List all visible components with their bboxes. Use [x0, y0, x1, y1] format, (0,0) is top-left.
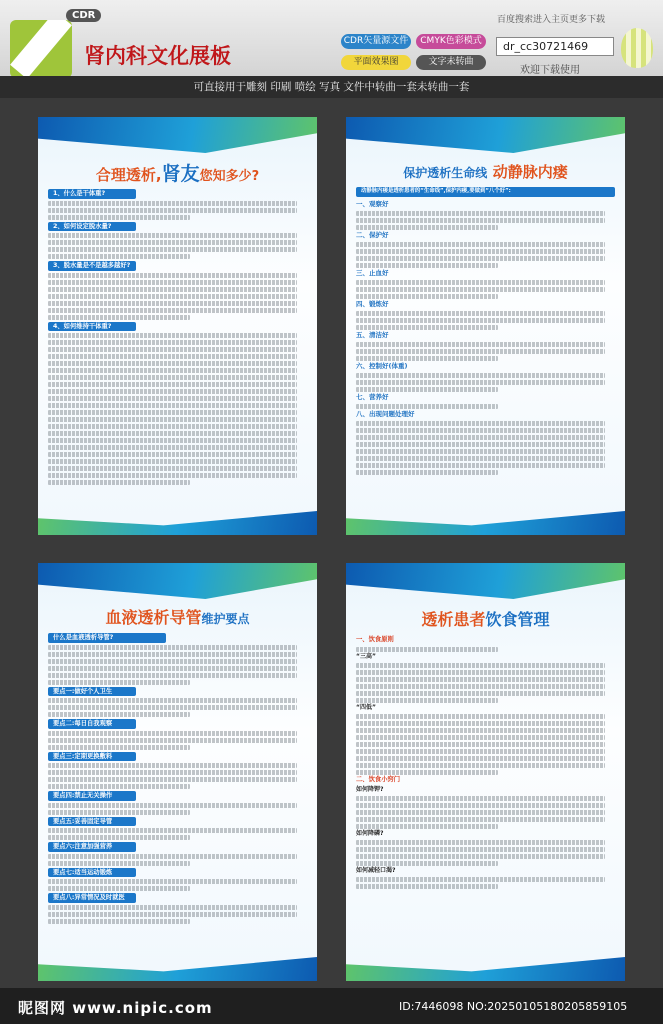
panel-title: 透析患者饮食管理	[421, 610, 550, 629]
text-line	[356, 373, 605, 378]
download-note[interactable]: 欢迎下载使用	[520, 65, 580, 76]
sub-heading: “四低”	[356, 704, 376, 711]
text-line	[356, 756, 605, 761]
section-heading: 要点五:妥善固定导管	[48, 817, 136, 827]
text-line	[48, 208, 297, 213]
text-line	[356, 435, 605, 440]
text-line	[356, 663, 605, 668]
section-heading: 五、清洁好	[356, 330, 389, 339]
text-line	[48, 382, 297, 387]
text-line	[48, 361, 297, 366]
section-heading: 什么是血液透析导管?	[48, 633, 166, 643]
section-heading: 一、饮食原则	[356, 636, 394, 643]
text-line	[48, 698, 297, 703]
text-line	[48, 340, 297, 345]
panel-content	[48, 187, 307, 485]
text-line	[48, 240, 297, 245]
text-line	[48, 280, 297, 285]
text-line	[356, 256, 605, 261]
balloon-icon	[621, 28, 653, 68]
text-line	[48, 912, 297, 917]
page-title: 肾内科文化展板	[84, 44, 231, 68]
text-line	[48, 438, 297, 443]
wave-bottom	[38, 511, 317, 535]
panel-title: 血液透析导管维护要点	[105, 608, 250, 627]
text-line	[48, 396, 297, 401]
text-line	[48, 466, 297, 471]
text-line	[356, 735, 605, 740]
text-line	[356, 817, 605, 822]
text-line	[48, 410, 297, 415]
text-line	[48, 886, 190, 891]
text-line	[356, 824, 498, 829]
text-line	[356, 810, 605, 815]
text-line	[356, 318, 605, 323]
text-line	[48, 233, 297, 238]
section-heading: 要点八:异常情况及时就医	[48, 893, 136, 903]
wave-bottom	[346, 511, 625, 535]
panel-content	[356, 635, 615, 889]
text-line	[48, 389, 297, 394]
text-line	[356, 796, 605, 801]
text-line	[48, 273, 297, 278]
section-heading: 四、锻炼好	[356, 299, 389, 308]
text-line	[48, 652, 297, 657]
text-line	[356, 647, 498, 652]
section-heading: 要点四:禁止无关操作	[48, 791, 136, 801]
text-line	[48, 777, 297, 782]
panel-dry-weight	[38, 117, 317, 535]
text-line	[48, 201, 297, 206]
text-line	[356, 698, 498, 703]
section-heading: 要点二:每日自我观察	[48, 719, 136, 729]
wave-top	[346, 563, 625, 599]
text-line	[48, 666, 297, 671]
text-line	[48, 745, 190, 750]
text-line	[356, 770, 498, 775]
text-line	[356, 456, 605, 461]
section-heading: 一、观察好	[356, 199, 389, 208]
text-line	[356, 421, 605, 426]
text-line	[356, 677, 605, 682]
text-line	[356, 287, 605, 292]
text-line	[356, 670, 605, 675]
text-line	[48, 731, 297, 736]
text-line	[48, 431, 297, 436]
text-line	[48, 763, 297, 768]
text-line	[356, 294, 498, 299]
panel-diet	[346, 563, 625, 981]
wave-bottom	[346, 957, 625, 981]
panel-content	[356, 185, 615, 475]
text-line	[356, 349, 605, 354]
text-line	[48, 480, 190, 485]
image-id: ID:7446098 NO:20250105180205859105	[399, 1000, 628, 1013]
text-line	[48, 459, 297, 464]
text-line	[48, 308, 297, 313]
section-heading: 3、脱水量是不是越多越好?	[48, 261, 136, 271]
panel-title: 保护透析生命线 动静脉内瘘	[403, 163, 568, 181]
text-line	[48, 712, 190, 717]
tag-cmyk: CMYK色彩模式	[416, 34, 486, 49]
section-heading: 要点七:适当运动锻炼	[48, 868, 136, 878]
text-line	[48, 810, 190, 815]
section-heading: 要点六:注意加强营养	[48, 842, 136, 852]
text-line	[48, 354, 297, 359]
text-line	[356, 380, 605, 385]
file-id-box[interactable]: dr_cc30721469	[496, 37, 614, 56]
text-line	[356, 470, 498, 475]
text-line	[356, 449, 605, 454]
text-line	[356, 263, 498, 268]
text-line	[48, 294, 297, 299]
text-line	[356, 691, 605, 696]
text-line	[48, 247, 297, 252]
section-heading: 二、饮食小窍门	[356, 776, 401, 783]
text-line	[48, 417, 297, 422]
text-line	[356, 877, 605, 882]
tag-text: 文字未转曲	[416, 55, 486, 70]
text-line	[48, 803, 297, 808]
wave-bottom	[38, 957, 317, 981]
wave-top	[38, 117, 317, 153]
text-line	[356, 211, 605, 216]
text-line	[356, 218, 605, 223]
section-heading: 2、如何设定脱水量?	[48, 222, 136, 232]
text-line	[48, 452, 297, 457]
text-line	[356, 803, 605, 808]
tag-preview: 平面效果图	[341, 55, 411, 70]
sub-heading: 如何降磷?	[356, 830, 384, 837]
text-line	[48, 680, 190, 685]
text-line	[356, 242, 605, 247]
text-line	[356, 311, 605, 316]
text-line	[48, 301, 297, 306]
section-heading: 三、止血好	[356, 268, 389, 277]
section-heading: 4、如何维持干体重?	[48, 322, 136, 332]
text-line	[356, 325, 498, 330]
text-line	[48, 905, 297, 910]
text-line	[356, 442, 605, 447]
text-line	[48, 315, 190, 320]
text-line	[356, 721, 605, 726]
text-line	[356, 249, 605, 254]
text-line	[356, 428, 605, 433]
text-line	[48, 645, 297, 650]
text-line	[356, 280, 605, 285]
text-line	[48, 254, 190, 259]
text-line	[356, 728, 605, 733]
section-heading: 二、保护好	[356, 230, 389, 239]
section-heading: 七、营养好	[356, 392, 389, 401]
section-heading: 六、控制好(体重)	[356, 361, 408, 370]
logo-icon	[10, 20, 72, 78]
tag-cdr-source: CDR矢量源文件	[341, 34, 411, 49]
text-line	[48, 347, 297, 352]
panel-fistula	[346, 117, 625, 535]
panel-content	[48, 631, 307, 924]
search-note: 百度搜索进入主页更多下载	[497, 15, 606, 25]
text-line	[48, 659, 297, 664]
text-line	[356, 854, 605, 859]
text-line	[48, 835, 190, 840]
text-line	[356, 404, 498, 409]
section-heading: 要点三:定期更换敷料	[48, 752, 136, 762]
text-line	[356, 714, 605, 719]
text-line	[48, 445, 297, 450]
text-line	[48, 879, 297, 884]
text-line	[48, 375, 297, 380]
text-line	[48, 215, 190, 220]
text-line	[356, 763, 605, 768]
text-line	[48, 333, 297, 338]
section-heading: 1、什么是干体重?	[48, 189, 136, 199]
text-line	[356, 749, 605, 754]
text-line	[48, 403, 297, 408]
text-line	[48, 770, 297, 775]
brand-text: 昵图网 www.nipic.com	[18, 999, 213, 1017]
text-line	[356, 387, 498, 392]
text-line	[356, 342, 605, 347]
sub-heading: 如何降钾?	[356, 786, 384, 793]
sub-heading: 如何减轻口渴?	[356, 867, 396, 874]
text-line	[356, 847, 605, 852]
text-line	[48, 828, 297, 833]
wave-top	[38, 563, 317, 599]
text-line	[356, 356, 498, 361]
text-line	[48, 424, 297, 429]
panel-catheter	[38, 563, 317, 981]
wave-top	[346, 117, 625, 153]
cdr-badge: CDR	[66, 9, 101, 22]
text-line	[48, 738, 297, 743]
text-line	[356, 463, 605, 468]
sub-banner: 可直接用于雕刻 印刷 喷绘 写真 文件中转曲一套未转曲一套	[0, 76, 663, 98]
text-line	[356, 861, 498, 866]
section-heading: 八、出现问题处理好	[356, 409, 415, 418]
text-line	[48, 784, 190, 789]
text-line	[48, 287, 297, 292]
section-heading: 要点一:做好个人卫生	[48, 687, 136, 697]
text-line	[48, 368, 297, 373]
text-line	[48, 705, 297, 710]
text-line	[48, 919, 190, 924]
text-line	[356, 684, 605, 689]
text-line	[356, 840, 605, 845]
text-line	[48, 854, 297, 859]
text-line	[48, 473, 297, 478]
text-line	[356, 225, 498, 230]
text-line	[48, 861, 190, 866]
intro-banner: 动静脉内瘘是透析患者的“生命线”,保护内瘘,要做到“八个好”:	[356, 187, 615, 197]
sub-heading: “三高”	[356, 653, 376, 660]
panel-title: 合理透析,肾友您知多少?	[95, 163, 260, 185]
text-line	[356, 742, 605, 747]
text-line	[48, 673, 297, 678]
text-line	[356, 884, 498, 889]
